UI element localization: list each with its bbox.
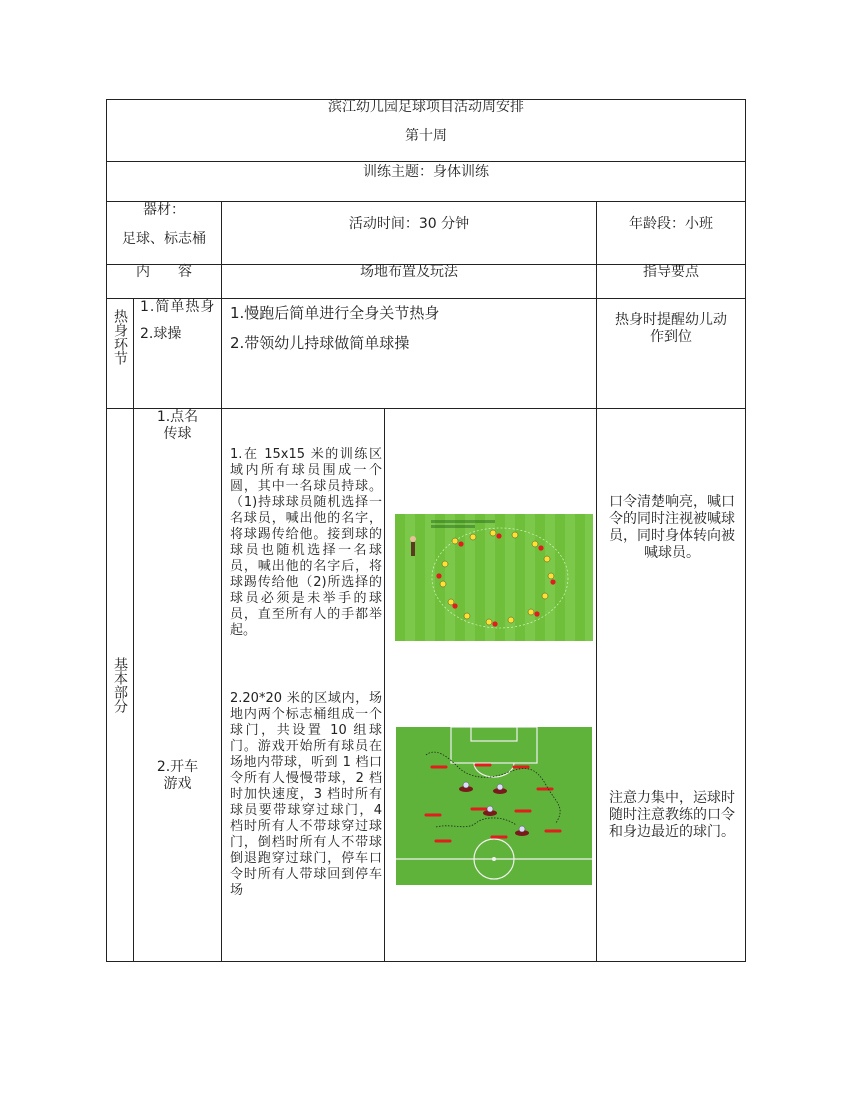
content-header-label: 内 容 <box>136 264 192 280</box>
basic-diagrams-cell <box>385 409 597 962</box>
warmup-items-cell <box>134 299 222 409</box>
warmup-guidance: 热身时提醒幼儿动作到位 <box>615 312 728 345</box>
warmup-row <box>107 299 746 409</box>
warmup-section-cell <box>107 299 134 409</box>
guidance-header <box>597 265 746 299</box>
equipment-label: 器材： <box>143 202 185 218</box>
activity2-guidance: 注意力集中，运球时随时注意教练的口令和身边最近的球门。 <box>609 790 736 840</box>
week-label: 第十周 <box>405 128 448 144</box>
activity1-guidance: 口令清楚响亮，喊口令的同时注视被喊球员，同时身体转向被喊球员。 <box>609 494 736 561</box>
layout-header-label: 场地布置及玩法 <box>360 264 458 280</box>
equipment-value: 足球、标志桶 <box>122 231 206 247</box>
basic-guidance-cell <box>597 409 746 962</box>
guidance-header-label: 指导要点 <box>643 264 700 280</box>
content-header <box>107 265 222 299</box>
warmup-steps-cell <box>222 299 597 409</box>
activity-plan-table <box>106 99 746 962</box>
info-row <box>107 202 746 265</box>
warmup-section-label: 热身环节 <box>112 309 128 365</box>
age-group: 年龄段：小班 <box>629 216 714 232</box>
layout-header <box>222 265 597 299</box>
warmup-guidance-cell <box>597 299 746 409</box>
age-group-cell <box>597 202 746 265</box>
activity1-name: 1.点名传球 <box>156 409 199 442</box>
basic-items-cell <box>134 409 222 962</box>
column-header-row <box>107 265 746 299</box>
warmup-item-1: 1.简单热身 <box>140 299 216 315</box>
activity-time: 活动时间：30 分钟 <box>348 216 470 232</box>
plan-title: 滨江幼儿园足球项目活动周安排 <box>328 99 525 115</box>
warmup-step-2: 2.带领幼儿持球做简单球操 <box>230 334 410 352</box>
theme-cell <box>107 162 746 202</box>
theme-row <box>107 162 746 202</box>
equipment-cell <box>107 202 222 265</box>
basic-section-label: 基本部分 <box>112 657 128 713</box>
basic-section-cell <box>107 409 134 962</box>
basic-row <box>107 409 746 962</box>
basic-descriptions-cell <box>222 409 385 962</box>
warmup-step-1: 1.慢跑后简单进行全身关节热身 <box>230 304 440 322</box>
passing-circle-diagram <box>395 514 593 641</box>
warmup-item-2: 2.球操 <box>140 326 182 342</box>
car-game-diagram <box>396 727 592 885</box>
title-cell <box>107 100 746 162</box>
activity2-description: 2.20*20 米的区域内，场地内两个标志桶组成一个球门，共设置 10 组球门。游戏开始所有球员在场地内带球，听到 1 档口令所有人慢慢带球，2 档时加快速度，3 档时所有球员要带球穿过球门，4 档时所有人不带球穿过球门，倒档时所有人不带球倒退跑穿过球门，停车口令时所有人带球回到停车场 <box>230 691 382 898</box>
activity-time-cell <box>222 202 597 265</box>
activity2-name: 2.开车游戏 <box>156 759 199 792</box>
title-row <box>107 100 746 162</box>
training-theme: 训练主题：身体训练 <box>363 164 490 180</box>
activity1-description: 1.在 15x15 米的训练区域内所有球员围成一个圆，其中一名球员持球。（1)持球球员随机选择一名球员，喊出他的名字，将球踢传给他。接到球的球员也随机选择一名球员，喊出他的名字后，将球踢传给他（2)所选择的球员必须是未举手的球员，直至所有人的手都举起。 <box>230 447 382 638</box>
